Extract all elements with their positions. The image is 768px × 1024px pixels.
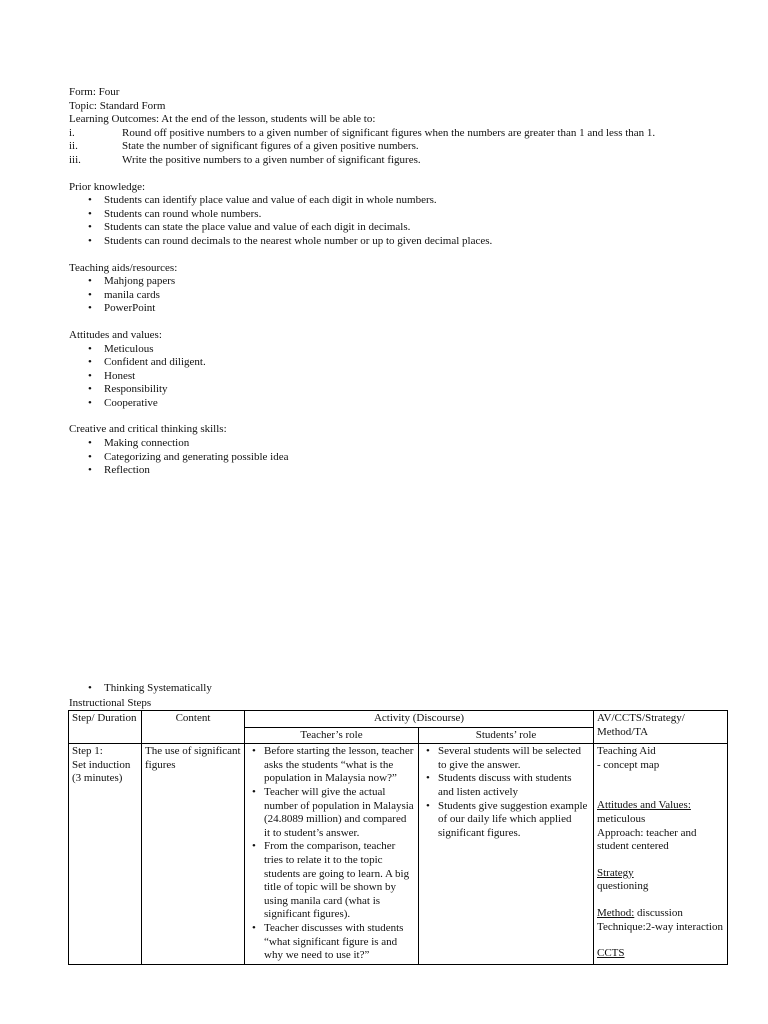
list-item: • PowerPoint bbox=[104, 302, 748, 316]
step-name: Set induction bbox=[72, 758, 131, 771]
form-line: Form: Four bbox=[69, 86, 120, 98]
ccts-section bbox=[69, 423, 748, 477]
list-item: • Making connection bbox=[104, 437, 748, 451]
list-item: • Students can identify place value and value of each digit in whole numbers. bbox=[104, 194, 748, 208]
header-activity: Activity (Discourse) bbox=[245, 711, 594, 728]
ccts-continued bbox=[69, 682, 212, 696]
step-cell bbox=[69, 744, 142, 965]
list-item: • Responsibility bbox=[104, 383, 748, 397]
content-cell: The use of significant figures bbox=[142, 744, 245, 965]
header-av-ccts: AV/CCTS/Strategy/ Method/TA bbox=[594, 711, 728, 744]
list-item: • Students can round decimals to the nearest whole number or up to given decimal places. bbox=[104, 235, 748, 249]
strategy-heading: Strategy bbox=[597, 866, 634, 879]
section-heading: Teaching aids/resources: bbox=[69, 261, 178, 274]
attitudes-section bbox=[69, 329, 748, 411]
outcome-text: Write the positive numbers to a given number of significant figures. bbox=[122, 153, 421, 166]
outcome-number: i. bbox=[69, 126, 75, 139]
outcome-number: ii. bbox=[69, 140, 78, 153]
students-role-cell bbox=[419, 744, 594, 965]
list-item: • Before starting the lesson, teacher asks the students “what is the population in Malaysia now?” bbox=[264, 745, 415, 786]
table-header-row bbox=[69, 711, 728, 728]
header-students-role: Students’ role bbox=[419, 727, 594, 744]
list-item: • Students discuss with students and listen actively bbox=[438, 772, 590, 799]
instructional-steps-table bbox=[68, 710, 728, 965]
table-row bbox=[69, 744, 728, 965]
header-step-duration: Step/ Duration bbox=[69, 711, 142, 744]
list-item: • Thinking Systematically bbox=[104, 682, 212, 696]
list-item: • Honest bbox=[104, 370, 748, 384]
prior-knowledge-section bbox=[69, 181, 748, 249]
teaching-aid-heading: Teaching Aid bbox=[597, 745, 656, 758]
ccts-heading: CCTS bbox=[597, 947, 625, 960]
list-item: • From the comparison, teacher tries to relate it to the topic students are going to learn. A big title of topic will be shown by using manila card (what is significant figures). bbox=[264, 840, 415, 922]
method-line bbox=[597, 907, 724, 921]
list-item: • Reflection bbox=[104, 464, 748, 478]
teacher-role-cell bbox=[245, 744, 419, 965]
step-number: Step 1: bbox=[72, 745, 103, 758]
list-item: • Teacher will give the actual number of population in Malaysia (24.8089 million) and compared it to student’s answer. bbox=[264, 786, 415, 840]
lesson-header bbox=[69, 86, 748, 478]
av-ccts-cell bbox=[594, 744, 728, 965]
teaching-aids-section bbox=[69, 262, 748, 316]
list-item: • Cooperative bbox=[104, 397, 748, 411]
attitudes-values-heading: Attitudes and Values: bbox=[597, 799, 691, 812]
list-item: • Students give suggestion example of our daily life which applied significant figures. bbox=[438, 800, 590, 841]
topic-line: Topic: Standard Form bbox=[69, 99, 166, 112]
outcome-item bbox=[69, 154, 748, 168]
outcome-text: State the number of significant figures of a given positive numbers. bbox=[122, 140, 419, 153]
list-item: • Teacher discusses with students “what significant figure is and why we need to use it?” bbox=[264, 922, 415, 963]
list-item: • Categorizing and generating possible idea bbox=[104, 451, 748, 465]
list-item: • Students can state the place value and value of each digit in decimals. bbox=[104, 221, 748, 235]
section-heading: Creative and critical thinking skills: bbox=[69, 423, 227, 436]
outcome-item bbox=[69, 127, 748, 141]
teaching-aid-value: - concept map bbox=[597, 758, 660, 771]
approach-text: Approach: teacher and student centered bbox=[597, 826, 697, 853]
header-content: Content bbox=[142, 711, 245, 744]
method-heading: Method: bbox=[597, 906, 635, 919]
outcome-item bbox=[69, 140, 748, 154]
strategy-value: questioning bbox=[597, 880, 649, 893]
attitudes-values-value: meticulous bbox=[597, 812, 646, 825]
step-duration: (3 minutes) bbox=[72, 772, 123, 785]
outcome-text: Round off positive numbers to a given number of significant figures when the numbers are greater than 1 and less than 1. bbox=[122, 126, 656, 139]
list-item: • Meticulous bbox=[104, 343, 748, 357]
instructional-steps-label: Instructional Steps bbox=[69, 697, 152, 709]
list-item: • Mahjong papers bbox=[104, 275, 748, 289]
technique-text: Technique:2-way interaction bbox=[597, 920, 723, 933]
method-value: discussion bbox=[634, 906, 683, 919]
section-heading: Attitudes and values: bbox=[69, 328, 162, 341]
list-item: • manila cards bbox=[104, 289, 748, 303]
list-item: • Students can round whole numbers. bbox=[104, 208, 748, 222]
outcomes-intro: Learning Outcomes: At the end of the lesson, students will be able to: bbox=[69, 113, 376, 126]
header-teacher-role: Teacher’s role bbox=[245, 727, 419, 744]
outcome-number: iii. bbox=[69, 153, 81, 166]
section-heading: Prior knowledge: bbox=[69, 180, 146, 193]
list-item: • Several students will be selected to give the answer. bbox=[438, 745, 590, 772]
list-item: • Confident and diligent. bbox=[104, 356, 748, 370]
